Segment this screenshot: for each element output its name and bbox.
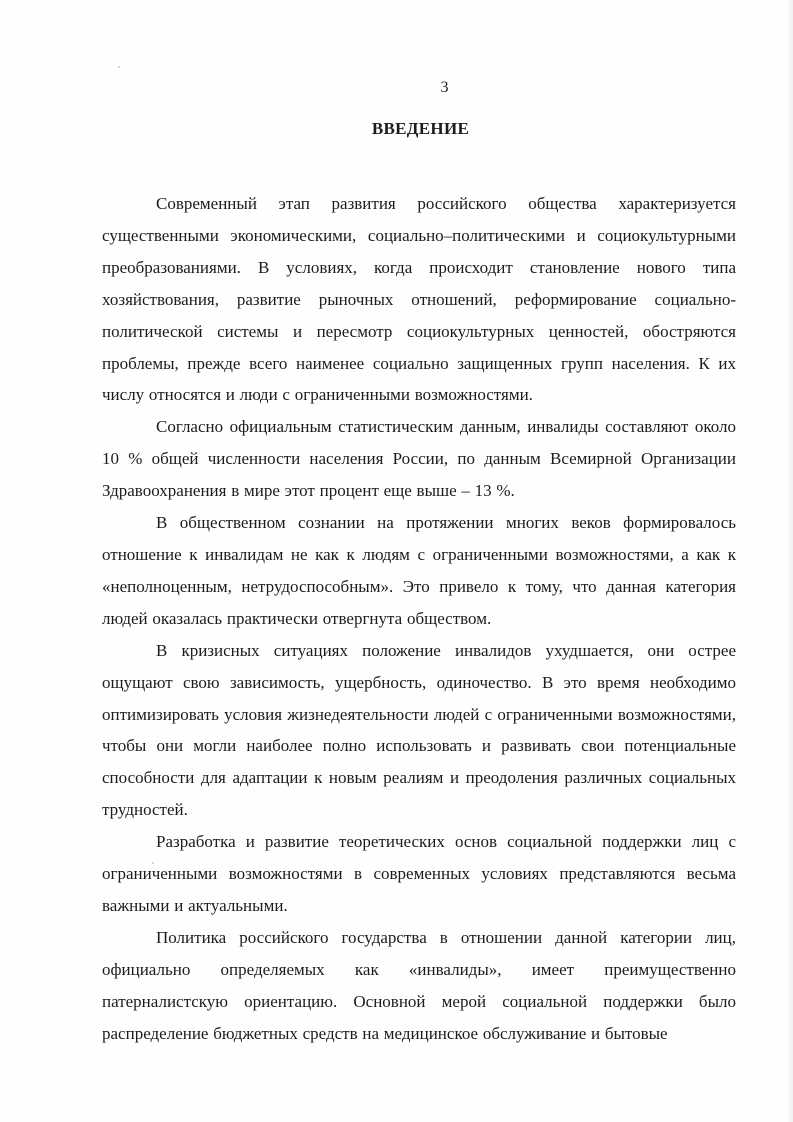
paragraph: Согласно официальным статистическим данным, инвалиды составляют около 10 % общей численности населения России, по данным Всемирной Организации Здравоохранения в мире этот процент еще выше – 13 %.	[102, 417, 736, 501]
paragraph: В общественном сознании на протяжении многих веков формировалось отношение к инвалидам не как к людям с ограниченными возможностями, а как к «неполноценным, нетрудоспособным». Это привело к тому, что данная категория людей оказалась практически отвергнута обществом.	[102, 513, 736, 628]
paragraph: Политика российского государства в отношении данной категории лиц, официально определяемых как «инвалиды», имеет преимущественно патерналистскую ориентацию. Основной мерой социальной поддержки было распределение бюджетных средств на медицинское обслуживание и бытовые	[102, 927, 736, 1043]
document-body	[102, 188, 736, 1049]
scan-speck	[118, 66, 120, 68]
paragraph: В кризисных ситуациях положение инвалидов ухудшается, они острее ощущают свою зависимость, ущербность, одиночество. В это время необходимо оптимизировать условия жизнедеятельности людей с ограниченными возможностями, чтобы они могли наиболее полно использовать и развивать свои потенциальные способности для адаптации к новым реалиям и преодоления различных социальных трудностей.	[102, 640, 736, 820]
scan-speck	[152, 862, 154, 864]
paragraph: Современный этап развития российского общества характеризуется существенными экономическими, социально–политическими и социокультурными преобразованиями. В условиях, когда происходит становление нового типа хозяйствования, развитие рыночных отношений, реформирование социально-политической системы и пересмотр социокультурных ценностей, обостряются проблемы, прежде всего наименее социально защищенных групп населения. К их числу относятся и люди с ограниченными возможностями.	[102, 194, 736, 405]
page-title: ВВЕДЕНИЕ	[371, 119, 470, 138]
page-number: 3	[440, 79, 449, 96]
page-edge-shadow	[787, 0, 793, 1122]
paragraph: Разработка и развитие теоретических основ социальной поддержки лиц с ограниченными возможностями в современных условиях представляются весьма важными и актуальными.	[102, 832, 736, 915]
